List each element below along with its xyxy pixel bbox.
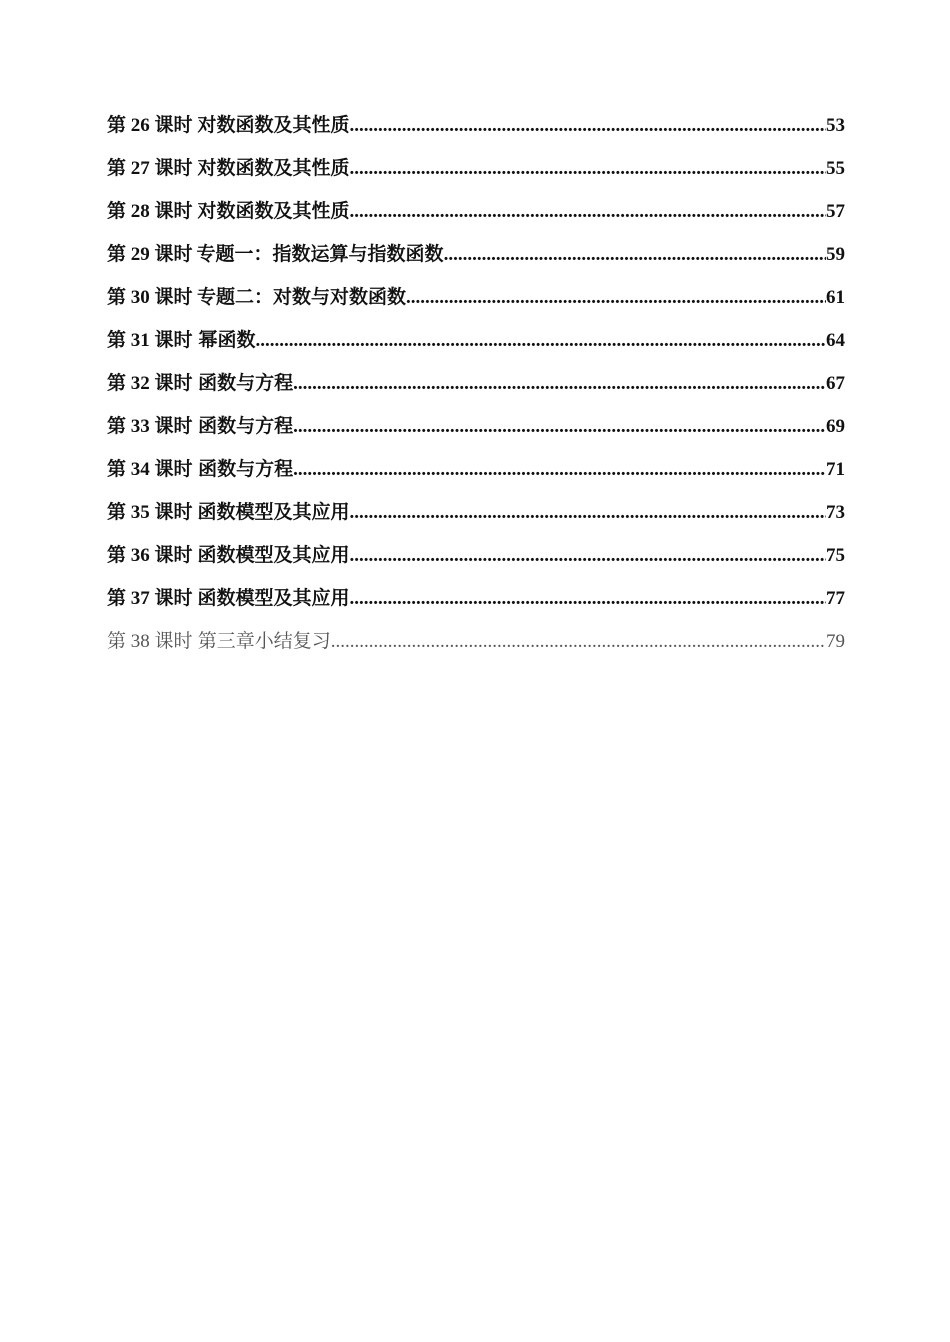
toc-dot-leader <box>350 588 826 610</box>
toc-dot-leader <box>406 287 826 309</box>
toc-dot-leader <box>350 502 826 524</box>
toc-dot-leader <box>350 158 826 180</box>
toc-title: 函数与方程 <box>198 416 294 437</box>
toc-dot-leader <box>350 545 826 567</box>
toc-entry[interactable] <box>107 497 845 540</box>
toc-dot-leader <box>350 201 826 223</box>
toc-title: 专题二：对数与对数函数 <box>196 287 406 308</box>
toc-page-number: 67 <box>826 373 845 394</box>
toc-lesson-number: 第 29 课时 <box>107 244 193 265</box>
toc-title: 函数模型及其应用 <box>197 502 350 523</box>
toc-page-number: 75 <box>826 545 845 566</box>
toc-title: 第三章小结复习 <box>197 631 331 652</box>
toc-entry[interactable] <box>107 325 845 368</box>
toc-entry[interactable] <box>107 282 845 325</box>
toc-entry[interactable] <box>107 454 845 497</box>
toc-title: 专题一：指数运算与指数函数 <box>196 244 444 265</box>
toc-page-number: 71 <box>826 459 845 480</box>
toc-page-number: 77 <box>826 588 845 609</box>
toc-lesson-number: 第 33 课时 <box>107 416 193 437</box>
toc-title: 幂函数 <box>198 330 256 351</box>
toc-lesson-number: 第 32 课时 <box>107 373 193 394</box>
toc-page-number: 79 <box>826 631 845 652</box>
toc-dot-leader <box>293 416 826 438</box>
toc-title: 函数与方程 <box>198 373 294 394</box>
toc-title: 函数模型及其应用 <box>197 545 350 566</box>
toc-lesson-number: 第 34 课时 <box>107 459 193 480</box>
toc-lesson-number: 第 37 课时 <box>107 588 193 609</box>
toc-title: 函数模型及其应用 <box>197 588 350 609</box>
toc-entry[interactable] <box>107 368 845 411</box>
toc-lesson-number: 第 35 课时 <box>107 502 193 523</box>
toc-entry[interactable] <box>107 411 845 454</box>
toc-lesson-number: 第 26 课时 <box>107 115 193 136</box>
toc-entry[interactable] <box>107 110 845 153</box>
toc-dot-leader <box>293 373 826 395</box>
toc-lesson-number: 第 36 课时 <box>107 545 193 566</box>
toc-title: 对数函数及其性质 <box>197 201 350 222</box>
toc-dot-leader <box>293 459 826 481</box>
toc-page-number: 64 <box>826 330 845 351</box>
toc-entry[interactable] <box>107 583 845 626</box>
toc-dot-leader <box>444 244 826 266</box>
toc-lesson-number: 第 28 课时 <box>107 201 193 222</box>
toc-lesson-number: 第 27 课时 <box>107 158 193 179</box>
toc-title: 对数函数及其性质 <box>197 115 350 136</box>
toc-title: 对数函数及其性质 <box>197 158 350 179</box>
toc-dot-leader <box>331 631 826 653</box>
toc-page-number: 53 <box>826 115 845 136</box>
toc-entry[interactable] <box>107 239 845 282</box>
toc-entry[interactable] <box>107 626 845 669</box>
toc-dot-leader <box>350 115 826 137</box>
toc-page-number: 69 <box>826 416 845 437</box>
toc-page-number: 73 <box>826 502 845 523</box>
toc-lesson-number: 第 30 课时 <box>107 287 193 308</box>
toc-entry[interactable] <box>107 153 845 196</box>
toc-entry[interactable] <box>107 196 845 239</box>
toc-entry[interactable] <box>107 540 845 583</box>
toc-page-number: 59 <box>826 244 845 265</box>
toc-lesson-number: 第 38 课时 <box>107 631 193 652</box>
table-of-contents <box>107 110 845 669</box>
toc-title: 函数与方程 <box>198 459 294 480</box>
toc-page-number: 55 <box>826 158 845 179</box>
toc-lesson-number: 第 31 课时 <box>107 330 193 351</box>
toc-page-number: 57 <box>826 201 845 222</box>
toc-dot-leader <box>256 330 826 352</box>
toc-page-number: 61 <box>826 287 845 308</box>
